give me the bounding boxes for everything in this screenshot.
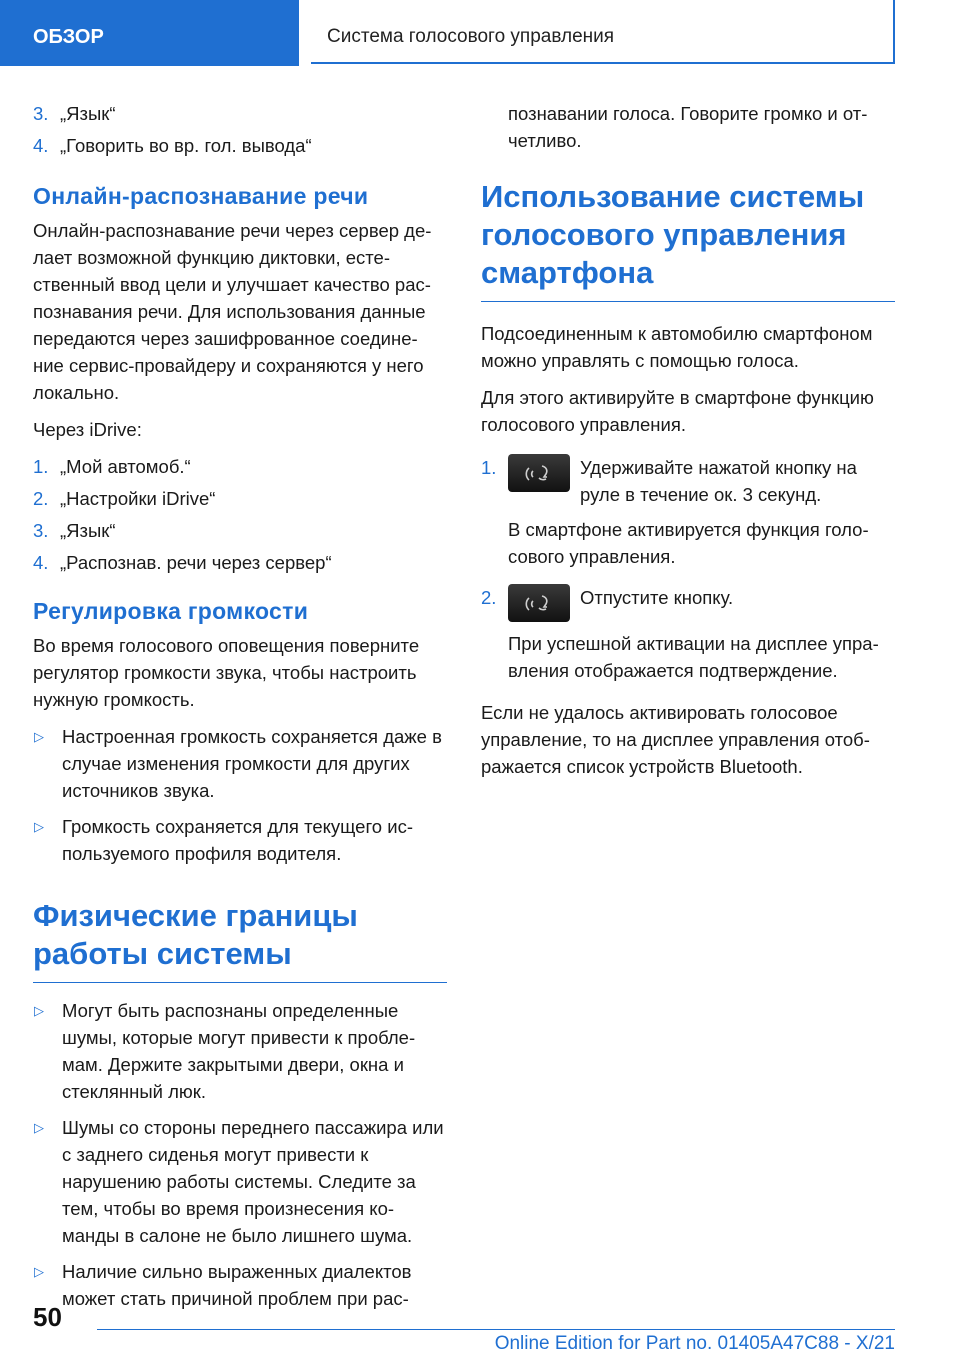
volume-heading: Регулировка громкости xyxy=(33,598,309,624)
list-number: 3. xyxy=(33,103,49,124)
volume-paragraph: Во время голосового оповещения поверните регулятор громкости звука, чтобы настроить нужную громкость. xyxy=(33,635,420,710)
list-item xyxy=(33,517,447,544)
list-number: 1. xyxy=(33,456,49,477)
list-item xyxy=(481,584,895,694)
step-detail: При успешной активации на дисплее упра-вления отображается подтверждение. xyxy=(508,633,879,681)
list-item xyxy=(33,723,447,804)
list-text: „Язык“ xyxy=(60,103,116,124)
page-header-title: Система голосового управления xyxy=(311,0,895,64)
triangle-right-icon: ▷ xyxy=(34,819,44,834)
via-idrive-label: Через iDrive: xyxy=(33,419,142,440)
list-item xyxy=(33,453,447,480)
list-number: 1. xyxy=(481,457,497,478)
right-column xyxy=(481,100,895,790)
left-column xyxy=(33,100,447,1321)
online-recognition-heading: Онлайн-распознавание речи xyxy=(33,183,369,209)
list-number: 4. xyxy=(33,135,49,156)
list-text: „Говорить во вр. гол. вывода“ xyxy=(60,135,312,156)
triangle-right-icon: ▷ xyxy=(34,1264,44,1279)
list-item xyxy=(33,813,447,867)
continued-paragraph: познавании голоса. Говорите громко и от-четливо. xyxy=(508,103,868,151)
list-item xyxy=(33,1258,447,1312)
bullet-text: Громкость сохраняется для текущего ис-пользуемого профиля водителя. xyxy=(62,816,413,864)
limits-heading: Физические границы работы системы xyxy=(33,897,447,983)
smartphone-paragraph-2: Для этого активируйте в смартфоне функцию голосового управления. xyxy=(481,387,874,435)
list-number: 4. xyxy=(33,552,49,573)
smartphone-voice-heading: Использование системы голосового управления смартфона xyxy=(481,178,895,302)
bullet-text: Настроенная громкость сохраняется даже в случае изменения громкости для других источников звука. xyxy=(62,726,442,801)
section-tab: ОБЗОР xyxy=(0,0,299,66)
bullet-text: Шумы со стороны переднего пассажира или с заднего сиденья могут привести к нарушению работы системы. Следите за тем, чтобы во время произнесения ко-манды в салоне не было лишнего шума. xyxy=(62,1117,444,1246)
list-text: „Язык“ xyxy=(60,520,116,541)
triangle-right-icon: ▷ xyxy=(34,1120,44,1135)
page-number: 50 xyxy=(33,1302,62,1332)
triangle-right-icon: ▷ xyxy=(34,729,44,744)
list-text: „Мой автомоб.“ xyxy=(60,456,191,477)
list-item xyxy=(33,485,447,512)
step-detail: В смартфоне активируется функция голо-сового управления. xyxy=(508,519,869,567)
list-item xyxy=(33,549,447,576)
online-recognition-paragraph: Онлайн-распознавание речи через сервер де-лает возможной функцию диктовки, есте-ственный ввод цели и улучшает качество рас-познавания речи. Для использования данные передаются через зашифрованное соедине-ние сервис-провайдеру и сохраняются у него локально. xyxy=(33,220,432,403)
smartphone-paragraph-3: Если не удалось активировать голосовое управление, то на дисплее управления отоб-ражается список устройств Bluetooth. xyxy=(481,702,870,777)
list-item xyxy=(33,132,447,159)
step-text: Отпустите кнопку. xyxy=(580,587,734,608)
footer-edition: Online Edition for Part no. 01405A47C88 - X/21 xyxy=(494,1333,895,1354)
list-number: 2. xyxy=(481,587,497,608)
voice-control-button-icon xyxy=(508,584,570,622)
list-item xyxy=(33,1114,447,1249)
footer-divider xyxy=(97,1329,895,1330)
triangle-right-icon: ▷ xyxy=(34,1003,44,1018)
smartphone-paragraph-1: Подсоединенным к автомобилю смартфоном можно управлять с помощью голоса. xyxy=(481,323,873,371)
step-text: Удерживайте нажатой кнопку на руле в течение ок. 3 секунд. xyxy=(580,457,857,505)
list-number: 3. xyxy=(33,520,49,541)
list-text: „Распознав. речи через сервер“ xyxy=(60,552,332,573)
list-text: „Настройки iDrive“ xyxy=(60,488,216,509)
list-number: 2. xyxy=(33,488,49,509)
list-item xyxy=(33,997,447,1105)
voice-control-button-icon xyxy=(508,454,570,492)
bullet-text: Могут быть распознаны определенные шумы, которые могут привести к пробле-мам. Держите закрытыми двери, окна и стеклянный люк. xyxy=(62,1000,416,1102)
list-item xyxy=(33,100,447,127)
list-item xyxy=(481,454,895,580)
bullet-text: Наличие сильно выраженных диалектов может стать причиной проблем при рас- xyxy=(62,1261,412,1309)
